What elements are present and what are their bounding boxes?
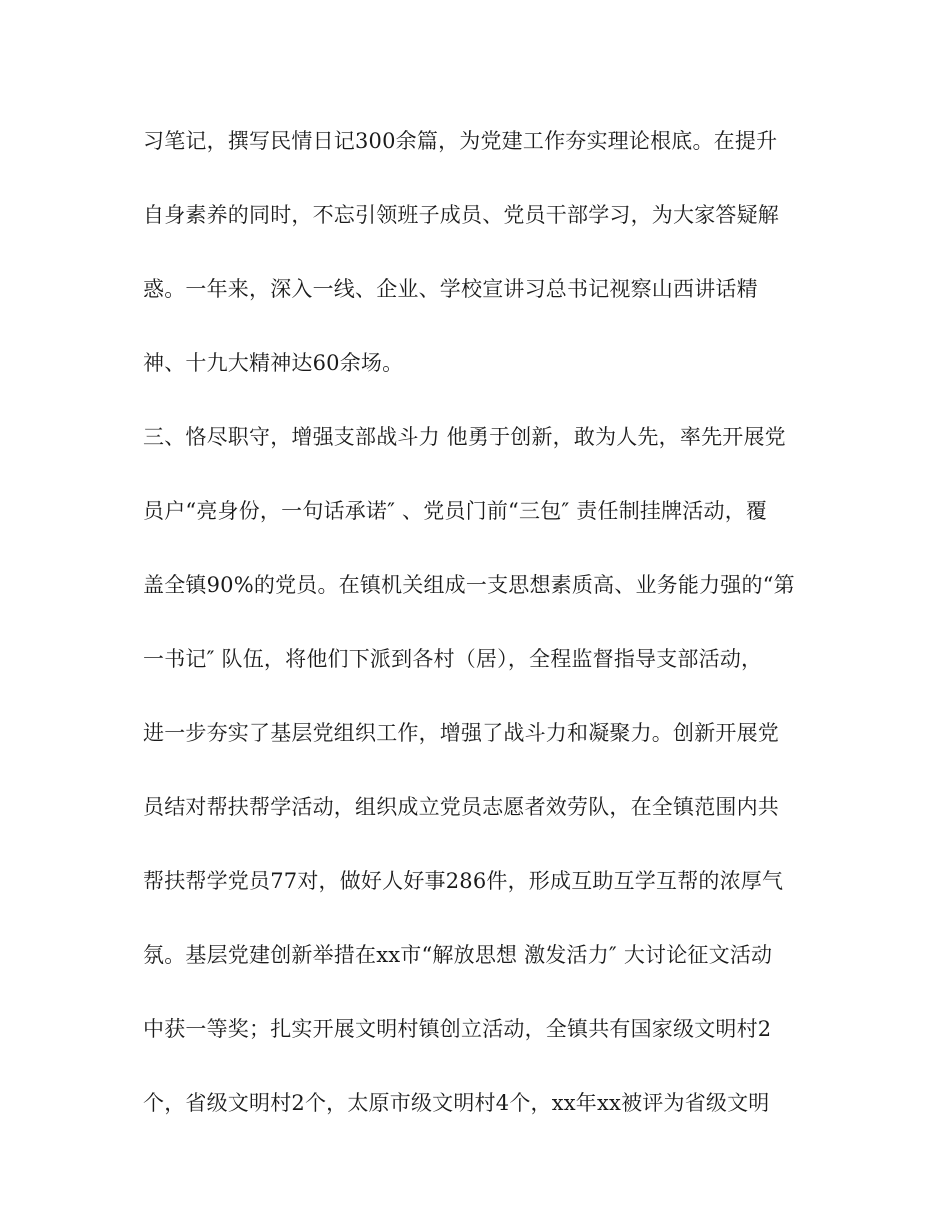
text-line: 个，省级文明村2个，太原市级文明村4个，xx年xx被评为省级文明 [143, 1091, 770, 1115]
text-line: 帮扶帮学党员77对，做好人好事286件，形成互助互学互帮的浓厚气 [143, 869, 784, 893]
text-line: 一书记″ 队伍，将他们下派到各村（居），全程监督指导支部活动， [143, 647, 763, 671]
text-line: 盖全镇90%的党员。在镇机关组成一支思想素质高、业务能力强的“第 [143, 573, 795, 597]
section-heading-line: 三、恪尽职守，增强支部战斗力 他勇于创新，敢为人先，率先开展党 [143, 425, 786, 449]
text-line: 习笔记，撰写民情日记300余篇，为党建工作夯实理论根底。在提升 [143, 129, 778, 153]
text-line: 自身素养的同时，不忘引领班子成员、党员干部学习，为大家答疑解 [143, 203, 779, 227]
text-line: 惑。一年来，深入一线、企业、学校宣讲习总书记视察山西讲话精 [143, 277, 758, 301]
text-line: 进一步夯实了基层党组织工作，增强了战斗力和凝聚力。创新开展党 [143, 721, 779, 745]
text-line: 中获一等奖；扎实开展文明村镇创立活动，全镇共有国家级文明村2 [143, 1017, 772, 1041]
text-line: 员结对帮扶帮学活动，组织成立党员志愿者效劳队，在全镇范围内共 [143, 795, 779, 819]
text-line: 氛。基层党建创新举措在xx市“解放思想 激发活力″ 大讨论征文活动 [143, 943, 773, 967]
text-line: 员户“亮身份，一句话承诺″ 、党员门前“三包″ 责任制挂牌活动，覆 [143, 499, 768, 523]
text-line: 神、十九大精神达60余场。 [143, 351, 404, 375]
